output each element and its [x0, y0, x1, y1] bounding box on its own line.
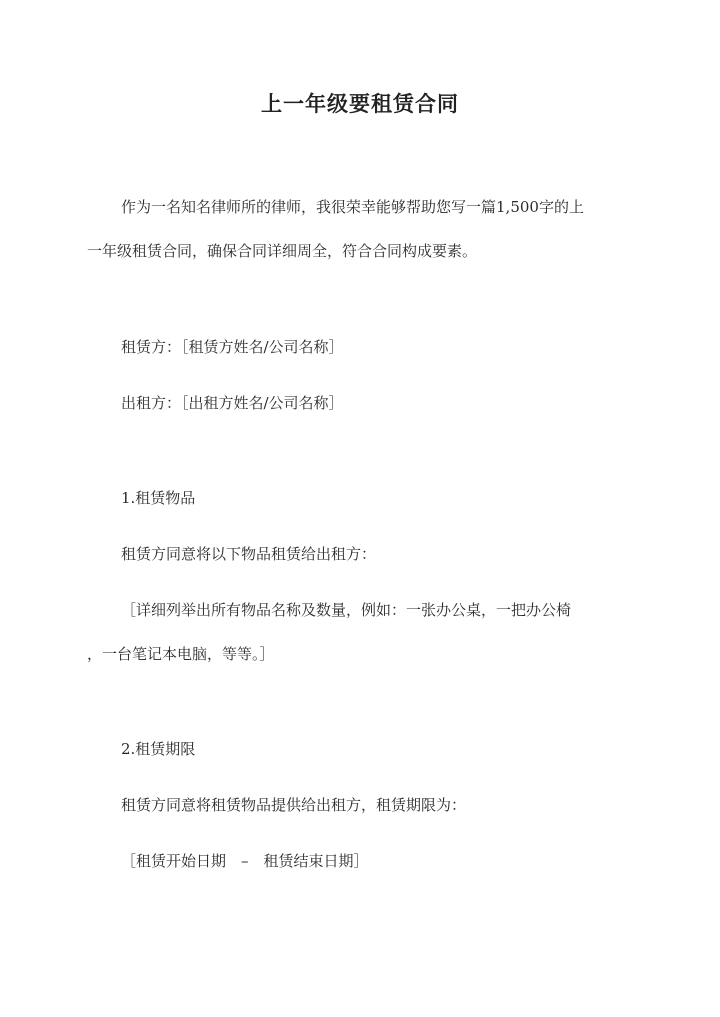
section-2-text: 租赁方同意将租赁物品提供给出租方，租赁期限为：: [121, 796, 467, 814]
lessor-line: 出租方：［出租方姓名/公司名称］: [121, 394, 344, 412]
section-1-heading: 1.租赁物品: [121, 489, 196, 507]
section-2-period: ［租赁开始日期 – 租赁结束日期］: [121, 852, 369, 870]
section-1-text: 租赁方同意将以下物品租赁给出租方：: [121, 545, 377, 563]
section-1-detail-line-1: ［详细列举出所有物品名称及数量，例如：一张办公桌，一把办公椅: [121, 601, 572, 619]
document-title: 上一年级要租赁合同: [261, 91, 459, 116]
intro-line-1: 作为一名知名律师所的律师，我很荣幸能够帮助您写一篇1,500字的上: [121, 198, 584, 216]
section-1-detail-line-2: ，一台笔记本电脑，等等。］: [87, 645, 275, 663]
section-2-heading: 2.租赁期限: [121, 740, 196, 758]
lessee-line: 租赁方：［租赁方姓名/公司名称］: [121, 338, 344, 356]
intro-line-2: 一年级租赁合同，确保合同详细周全，符合合同构成要素。: [87, 242, 478, 260]
